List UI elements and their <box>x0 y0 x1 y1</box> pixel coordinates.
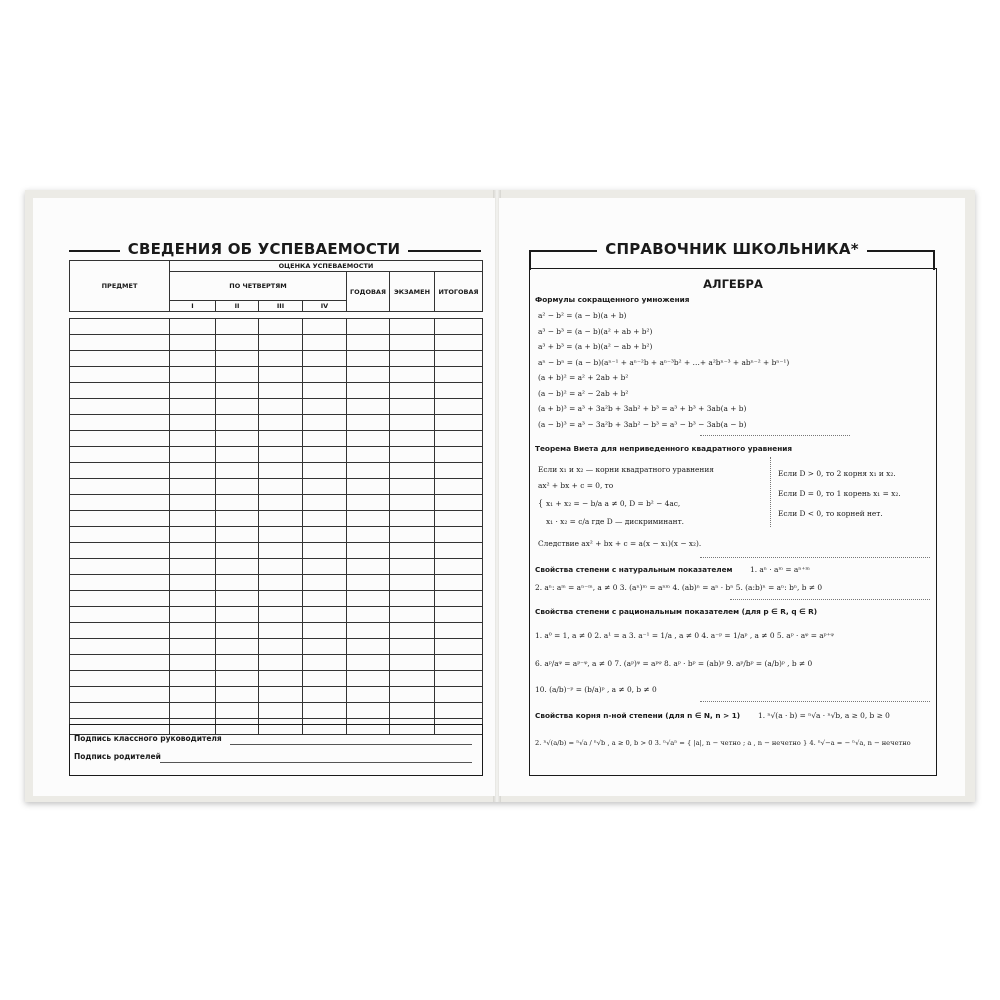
grade-cell[interactable] <box>347 575 390 591</box>
vieta-divider <box>770 457 771 527</box>
grade-row <box>70 335 483 351</box>
grade-cell[interactable] <box>170 495 216 511</box>
grade-cell[interactable] <box>170 559 216 575</box>
grade-cell[interactable] <box>259 575 303 591</box>
grade-cell[interactable] <box>170 607 216 623</box>
grade-cell[interactable] <box>170 511 216 527</box>
grade-cell[interactable] <box>303 703 347 719</box>
right-page <box>499 198 965 796</box>
signature-box <box>69 724 483 776</box>
grade-cell[interactable] <box>435 575 483 591</box>
grade-cell[interactable] <box>390 463 435 479</box>
subject-header: ПРЕДМЕТ <box>70 261 170 312</box>
title-rule-right-tick <box>933 250 935 270</box>
grade-row <box>70 511 483 527</box>
grade-cell[interactable] <box>216 351 259 367</box>
grade-cell[interactable] <box>390 623 435 639</box>
grade-cell[interactable] <box>347 591 390 607</box>
grade-cell[interactable] <box>303 335 347 351</box>
nth-root-2-4: 2. ⁿ√(a/b) = ⁿ√a / ⁿ√b , a ≥ 0, b > 0 3. ⁿ√aⁿ = { |a|, n − четно ; a , n − нечетно } 4. ⁿ√−a = − ⁿ√a, n − нечетно <box>535 739 911 747</box>
grade-cell[interactable] <box>216 479 259 495</box>
teacher-signature-line[interactable] <box>230 744 472 745</box>
grade-cell[interactable] <box>390 431 435 447</box>
grade-cell[interactable] <box>435 543 483 559</box>
rational-powers-line-1: 1. a⁰ = 1, a ≠ 0 2. a¹ = a 3. a⁻¹ = 1/a , a ≠ 0 4. a⁻ᵖ = 1/aᵖ , a ≠ 0 5. aᵖ · aᵠ = aᵖ⁺ᵠ <box>535 631 834 640</box>
short-multiplication-formula: (a − b)² = a² − 2ab + b² <box>538 388 629 398</box>
grade-cell[interactable] <box>390 399 435 415</box>
grade-cell[interactable] <box>347 351 390 367</box>
grade-cell[interactable] <box>435 639 483 655</box>
grade-cell[interactable] <box>170 591 216 607</box>
left-page <box>33 198 495 796</box>
grade-cell[interactable] <box>259 367 303 383</box>
grade-cell[interactable] <box>216 671 259 687</box>
grade-cell[interactable] <box>216 559 259 575</box>
grade-cell[interactable] <box>390 335 435 351</box>
grade-cell[interactable] <box>347 463 390 479</box>
quarter-3-header: III <box>259 301 303 312</box>
grade-cell[interactable] <box>303 607 347 623</box>
grade-cell[interactable] <box>303 415 347 431</box>
grade-cell[interactable] <box>435 447 483 463</box>
divider <box>730 599 930 600</box>
grade-cell[interactable] <box>303 319 347 335</box>
nth-root-1: 1. ⁿ√(a · b) = ⁿ√a · ⁿ√b, a ≥ 0, b ≥ 0 <box>758 711 890 720</box>
grade-cell[interactable] <box>390 703 435 719</box>
grade-cell[interactable] <box>347 415 390 431</box>
grade-cell[interactable] <box>303 479 347 495</box>
grade-cell[interactable] <box>259 671 303 687</box>
grade-cell[interactable] <box>259 639 303 655</box>
grade-cell[interactable] <box>435 495 483 511</box>
grade-cell[interactable] <box>435 527 483 543</box>
grade-cell[interactable] <box>390 575 435 591</box>
annual-header: ГОДОВАЯ <box>347 272 390 312</box>
vieta-d-negative: Если D < 0, то корней нет. <box>778 509 883 518</box>
grade-cell[interactable] <box>435 607 483 623</box>
grade-cell[interactable] <box>435 351 483 367</box>
grade-cell[interactable] <box>347 399 390 415</box>
grades-header: ОЦЕНКА УСПЕВАЕМОСТИ <box>170 261 483 272</box>
grade-row <box>70 671 483 687</box>
grade-cell[interactable] <box>259 687 303 703</box>
grade-row <box>70 703 483 719</box>
grade-cell[interactable] <box>259 495 303 511</box>
final-header: ИТОГОВАЯ <box>435 272 483 312</box>
grade-cell[interactable] <box>303 399 347 415</box>
grade-cell[interactable] <box>216 447 259 463</box>
grade-cell[interactable] <box>347 511 390 527</box>
vieta-line-4: x₁ · x₂ = c/a где D — дискриминант. <box>546 517 685 526</box>
short-multiplication-formula: a³ − b³ = (a − b)(a² + ab + b²) <box>538 326 653 336</box>
grade-row <box>70 479 483 495</box>
vieta-d-zero: Если D = 0, то 1 корень x₁ = x₂. <box>778 489 901 498</box>
grade-row <box>70 607 483 623</box>
grade-cell[interactable] <box>259 463 303 479</box>
grade-cell[interactable] <box>259 591 303 607</box>
grade-cell[interactable] <box>259 559 303 575</box>
teacher-signature-label: Подпись классного руководителя <box>74 734 222 743</box>
grade-cell[interactable] <box>303 367 347 383</box>
grade-row <box>70 463 483 479</box>
grade-cell[interactable] <box>435 431 483 447</box>
grade-cell[interactable] <box>216 527 259 543</box>
grade-cell[interactable] <box>347 639 390 655</box>
grade-row <box>70 591 483 607</box>
grade-cell[interactable] <box>435 399 483 415</box>
grade-cell[interactable] <box>303 495 347 511</box>
grade-cell[interactable] <box>170 655 216 671</box>
grade-cell[interactable] <box>259 399 303 415</box>
grade-cell[interactable] <box>435 479 483 495</box>
grade-cell[interactable] <box>390 351 435 367</box>
grade-cell[interactable] <box>435 671 483 687</box>
grade-cell[interactable] <box>170 703 216 719</box>
grade-cell[interactable] <box>170 671 216 687</box>
grade-cell[interactable] <box>435 655 483 671</box>
grade-cell[interactable] <box>70 623 170 639</box>
grade-cell[interactable] <box>347 607 390 623</box>
grade-cell[interactable] <box>347 335 390 351</box>
grade-cell[interactable] <box>435 687 483 703</box>
grade-cell[interactable] <box>303 559 347 575</box>
grade-cell[interactable] <box>216 591 259 607</box>
grade-cell[interactable] <box>303 543 347 559</box>
grade-row <box>70 351 483 367</box>
grade-row <box>70 559 483 575</box>
grade-cell[interactable] <box>216 367 259 383</box>
section-nth-root: Свойства корня n-ной степени (для n ∈ N, n > 1) <box>535 711 741 720</box>
grade-cell[interactable] <box>70 399 170 415</box>
grade-cell[interactable] <box>170 415 216 431</box>
grade-cell[interactable] <box>435 415 483 431</box>
grade-cell[interactable] <box>347 495 390 511</box>
grade-cell[interactable] <box>70 367 170 383</box>
grade-cell[interactable] <box>390 415 435 431</box>
grade-cell[interactable] <box>435 559 483 575</box>
grade-cell[interactable] <box>303 431 347 447</box>
rational-powers-line-2: 6. aᵖ/aᵠ = aᵖ⁻ᵠ, a ≠ 0 7. (aᵖ)ᵠ = aᵖᵠ 8. aᵖ · bᵖ = (ab)ᵖ 9. aᵖ/bᵖ = (a/b)ᵖ , b ≠ 0 <box>535 659 813 668</box>
left-title-text: СВЕДЕНИЯ ОБ УСПЕВАЕМОСТИ <box>120 240 409 258</box>
grade-cell[interactable] <box>70 431 170 447</box>
grade-cell[interactable] <box>70 319 170 335</box>
header-gap <box>70 312 483 319</box>
grade-cell[interactable] <box>216 623 259 639</box>
grade-cell[interactable] <box>259 511 303 527</box>
grade-cell[interactable] <box>216 335 259 351</box>
grade-cell[interactable] <box>259 527 303 543</box>
grade-row <box>70 687 483 703</box>
short-multiplication-formula: a³ + b³ = (a + b)(a² − ab + b²) <box>538 342 653 351</box>
right-page-title <box>499 240 965 258</box>
parents-signature-label: Подпись родителей <box>74 752 161 761</box>
grade-cell[interactable] <box>347 527 390 543</box>
grade-cell[interactable] <box>259 623 303 639</box>
grade-cell[interactable] <box>347 623 390 639</box>
grade-row <box>70 639 483 655</box>
grade-cell[interactable] <box>259 383 303 399</box>
grade-cell[interactable] <box>303 511 347 527</box>
rational-powers-line-3: 10. (a/b)⁻ᵖ = (b/a)ᵖ , a ≠ 0, b ≠ 0 <box>535 685 657 694</box>
grade-cell[interactable] <box>390 591 435 607</box>
grade-cell[interactable] <box>70 447 170 463</box>
grade-cell[interactable] <box>170 383 216 399</box>
grade-cell[interactable] <box>259 655 303 671</box>
grade-cell[interactable] <box>390 607 435 623</box>
grade-cell[interactable] <box>347 559 390 575</box>
grade-row <box>70 655 483 671</box>
grade-cell[interactable] <box>216 383 259 399</box>
grade-row <box>70 319 483 335</box>
parents-signature-line[interactable] <box>160 762 472 763</box>
grade-cell[interactable] <box>170 687 216 703</box>
exam-header: ЭКЗАМЕН <box>390 272 435 312</box>
grade-cell[interactable] <box>70 351 170 367</box>
grade-cell[interactable] <box>170 623 216 639</box>
grade-cell[interactable] <box>259 543 303 559</box>
section-vieta: Теорема Виета для неприведенного квадратного уравнения <box>535 444 793 453</box>
vieta-brace: { <box>538 499 544 508</box>
title-rule-left-tick <box>529 250 531 270</box>
quarter-4-header: IV <box>303 301 347 312</box>
grade-cell[interactable] <box>347 383 390 399</box>
grade-cell[interactable] <box>216 607 259 623</box>
grade-cell[interactable] <box>70 575 170 591</box>
grade-cell[interactable] <box>259 607 303 623</box>
grade-cell[interactable] <box>435 623 483 639</box>
grade-cell[interactable] <box>390 543 435 559</box>
grade-cell[interactable] <box>170 463 216 479</box>
natural-power-2-5: 2. aⁿ: aᵐ = aⁿ⁻ᵐ, a ≠ 0 3. (aⁿ)ᵐ = aⁿᵐ 4. (ab)ⁿ = aⁿ · bⁿ 5. (a:b)ⁿ = aⁿ: bⁿ, b ≠ 0 <box>535 583 823 592</box>
grade-cell[interactable] <box>390 511 435 527</box>
grade-cell[interactable] <box>303 655 347 671</box>
algebra-box <box>529 268 937 776</box>
grade-cell[interactable] <box>435 367 483 383</box>
grades-table <box>69 260 483 735</box>
grade-cell[interactable] <box>259 319 303 335</box>
grade-cell[interactable] <box>303 639 347 655</box>
grade-cell[interactable] <box>70 703 170 719</box>
grade-cell[interactable] <box>390 559 435 575</box>
vieta-line-2: ax² + bx + c = 0, то <box>538 481 614 490</box>
grade-cell[interactable] <box>170 351 216 367</box>
short-multiplication-formula: (a + b)² = a² + 2ab + b² <box>538 373 629 382</box>
grade-cell[interactable] <box>170 399 216 415</box>
grade-cell[interactable] <box>216 463 259 479</box>
grade-cell[interactable] <box>303 575 347 591</box>
grade-cell[interactable] <box>303 671 347 687</box>
grade-row <box>70 383 483 399</box>
grade-cell[interactable] <box>390 319 435 335</box>
divider <box>700 557 930 558</box>
quarters-header: ПО ЧЕТВЕРТЯМ <box>170 272 347 301</box>
grade-cell[interactable] <box>216 495 259 511</box>
grade-cell[interactable] <box>216 543 259 559</box>
grade-cell[interactable] <box>303 351 347 367</box>
grade-row <box>70 543 483 559</box>
grade-row <box>70 527 483 543</box>
grade-cell[interactable] <box>303 383 347 399</box>
section-natural-powers: Свойства степени с натуральным показателем <box>535 565 733 574</box>
grade-cell[interactable] <box>390 671 435 687</box>
grade-cell[interactable] <box>170 431 216 447</box>
grade-cell[interactable] <box>216 511 259 527</box>
grade-cell[interactable] <box>216 319 259 335</box>
grade-row <box>70 495 483 511</box>
short-multiplication-formula: a² − b² = (a − b)(a + b) <box>538 311 627 320</box>
grade-cell[interactable] <box>70 511 170 527</box>
vieta-line-1: Если x₁ и x₂ — корни квадратного уравнения <box>538 465 714 474</box>
grade-cell[interactable] <box>435 591 483 607</box>
grade-cell[interactable] <box>259 479 303 495</box>
grade-cell[interactable] <box>70 527 170 543</box>
grade-cell[interactable] <box>390 383 435 399</box>
grade-cell[interactable] <box>70 607 170 623</box>
grade-cell[interactable] <box>303 447 347 463</box>
quarter-1-header: I <box>170 301 216 312</box>
grade-cell[interactable] <box>70 655 170 671</box>
grade-cell[interactable] <box>347 703 390 719</box>
grade-cell[interactable] <box>170 367 216 383</box>
grade-cell[interactable] <box>70 639 170 655</box>
grade-cell[interactable] <box>390 479 435 495</box>
grade-cell[interactable] <box>390 527 435 543</box>
natural-power-1: 1. aⁿ · aᵐ = aⁿ⁺ᵐ <box>750 565 810 574</box>
section-short-multiplication: Формулы сокращенного умножения <box>535 295 690 304</box>
grade-cell[interactable] <box>70 671 170 687</box>
grade-cell[interactable] <box>70 543 170 559</box>
short-multiplication-formula: aⁿ − bⁿ = (a − b)(aⁿ⁻¹ + aⁿ⁻²b + aⁿ⁻³b² + …+ a²bⁿ⁻³ + abⁿ⁻² + bⁿ⁻¹) <box>538 357 790 367</box>
quarter-2-header: II <box>216 301 259 312</box>
grade-cell[interactable] <box>435 383 483 399</box>
grade-cell[interactable] <box>390 639 435 655</box>
grade-row <box>70 415 483 431</box>
grade-cell[interactable] <box>347 431 390 447</box>
grade-cell[interactable] <box>70 335 170 351</box>
grade-cell[interactable] <box>170 479 216 495</box>
grade-cell[interactable] <box>435 511 483 527</box>
grade-cell[interactable] <box>435 463 483 479</box>
grade-cell[interactable] <box>70 591 170 607</box>
vieta-line-3: x₁ + x₂ = − b/a a ≠ 0, D = b² − 4ac, <box>546 499 681 508</box>
section-rational-powers: Свойства степени с рациональным показателем (для p ∈ R, q ∈ R) <box>535 607 818 616</box>
grade-cell[interactable] <box>70 559 170 575</box>
grade-cell[interactable] <box>303 623 347 639</box>
grade-cell[interactable] <box>70 687 170 703</box>
grade-cell[interactable] <box>170 335 216 351</box>
grade-cell[interactable] <box>390 687 435 703</box>
vieta-corollary: Следствие ax² + bx + c = a(x − x₁)(x − x₂). <box>538 539 702 548</box>
grade-row <box>70 367 483 383</box>
grade-cell[interactable] <box>259 703 303 719</box>
grade-cell[interactable] <box>347 479 390 495</box>
grade-cell[interactable] <box>347 655 390 671</box>
grade-cell[interactable] <box>216 639 259 655</box>
short-multiplication-formula: (a − b)³ = a³ − 3a²b + 3ab² − b³ = a³ − b³ − 3ab(a − b) <box>538 419 747 429</box>
grade-row <box>70 399 483 415</box>
grade-cell[interactable] <box>216 655 259 671</box>
grade-row <box>70 575 483 591</box>
grade-cell[interactable] <box>70 463 170 479</box>
grade-cell[interactable] <box>216 687 259 703</box>
divider <box>700 435 850 436</box>
grade-cell[interactable] <box>259 351 303 367</box>
grade-cell[interactable] <box>259 415 303 431</box>
grade-cell[interactable] <box>170 447 216 463</box>
grade-cell[interactable] <box>70 479 170 495</box>
grade-cell[interactable] <box>303 463 347 479</box>
short-multiplication-formula: (a + b)³ = a³ + 3a²b + 3ab² + b³ = a³ + b³ + 3ab(a + b) <box>538 404 747 413</box>
left-page-title <box>33 240 495 258</box>
right-title-text: СПРАВОЧНИК ШКОЛЬНИКА* <box>597 240 867 258</box>
grade-cell[interactable] <box>347 671 390 687</box>
grade-cell[interactable] <box>170 639 216 655</box>
grade-cell[interactable] <box>347 319 390 335</box>
grade-cell[interactable] <box>435 703 483 719</box>
grade-cell[interactable] <box>170 575 216 591</box>
grade-cell[interactable] <box>347 687 390 703</box>
grade-cell[interactable] <box>303 591 347 607</box>
grade-cell[interactable] <box>216 415 259 431</box>
grade-cell[interactable] <box>216 703 259 719</box>
open-notebook <box>25 190 975 802</box>
grade-cell[interactable] <box>347 447 390 463</box>
grade-row <box>70 431 483 447</box>
grade-cell[interactable] <box>347 543 390 559</box>
grade-cell[interactable] <box>170 527 216 543</box>
algebra-title: АЛГЕБРА <box>703 277 763 291</box>
grade-cell[interactable] <box>259 431 303 447</box>
grade-row <box>70 623 483 639</box>
grade-cell[interactable] <box>170 543 216 559</box>
grade-cell[interactable] <box>347 367 390 383</box>
grade-cell[interactable] <box>390 367 435 383</box>
grade-cell[interactable] <box>70 383 170 399</box>
grade-row <box>70 447 483 463</box>
grade-cell[interactable] <box>216 431 259 447</box>
grade-cell[interactable] <box>390 655 435 671</box>
divider <box>700 701 930 702</box>
grade-cell[interactable] <box>390 447 435 463</box>
grade-cell[interactable] <box>390 495 435 511</box>
grade-cell[interactable] <box>303 687 347 703</box>
grade-cell[interactable] <box>435 319 483 335</box>
grade-cell[interactable] <box>435 335 483 351</box>
vieta-d-positive: Если D > 0, то 2 корня x₁ и x₂. <box>778 469 896 478</box>
grade-cell[interactable] <box>303 527 347 543</box>
grade-cell[interactable] <box>70 495 170 511</box>
grade-cell[interactable] <box>259 335 303 351</box>
grade-cell[interactable] <box>70 415 170 431</box>
grade-cell[interactable] <box>216 575 259 591</box>
grade-cell[interactable] <box>259 447 303 463</box>
grade-cell[interactable] <box>216 399 259 415</box>
grade-cell[interactable] <box>170 319 216 335</box>
